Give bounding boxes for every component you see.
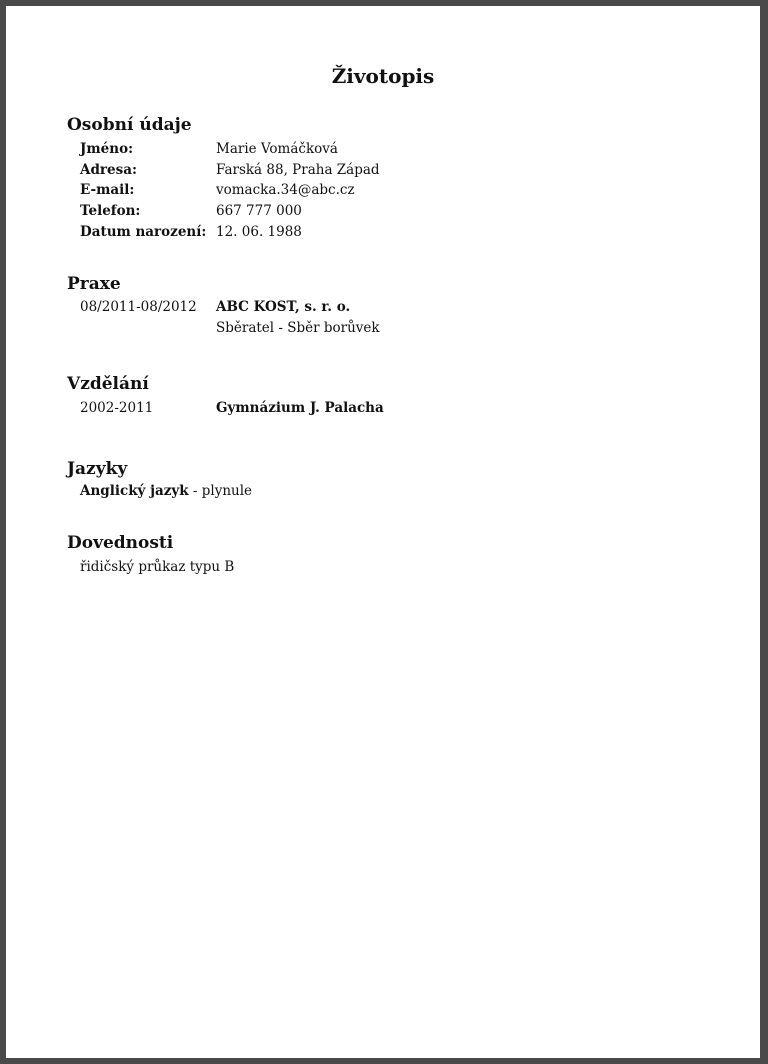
section-heading-education: Vzdělání: [67, 374, 149, 394]
section-heading-languages: Jazyky: [67, 459, 128, 479]
section-heading-experience: Praxe: [67, 274, 121, 294]
education-period: 2002-2011: [80, 400, 154, 416]
field-label: Telefon:: [80, 203, 141, 219]
field-value: Marie Vomáčková: [216, 141, 338, 157]
field-label: Jméno:: [80, 141, 134, 157]
language-level: - plynule: [188, 483, 253, 499]
field-label: Adresa:: [80, 162, 137, 178]
field-value: 12. 06. 1988: [216, 224, 302, 240]
field-label: Datum narození:: [80, 224, 207, 240]
education-school: Gymnázium J. Palacha: [216, 400, 384, 416]
experience-company: ABC KOST, s. r. o.: [216, 299, 351, 315]
skill-item: řidičský průkaz typu B: [80, 559, 235, 575]
field-value: Farská 88, Praha Západ: [216, 162, 380, 178]
experience-position: Sběratel - Sběr borůvek: [216, 320, 380, 336]
document-page: [6, 6, 760, 1058]
language-name: Anglický jazyk: [80, 483, 189, 499]
section-heading-personal: Osobní údaje: [67, 115, 192, 135]
section-heading-skills: Dovednosti: [67, 533, 174, 553]
field-value: vomacka.34@abc.cz: [216, 182, 355, 198]
document-title: Životopis: [331, 64, 435, 88]
field-value: 667 777 000: [216, 203, 302, 219]
experience-period: 08/2011-08/2012: [80, 299, 197, 315]
language-item: [80, 482, 252, 500]
field-label: E-mail:: [80, 182, 135, 198]
